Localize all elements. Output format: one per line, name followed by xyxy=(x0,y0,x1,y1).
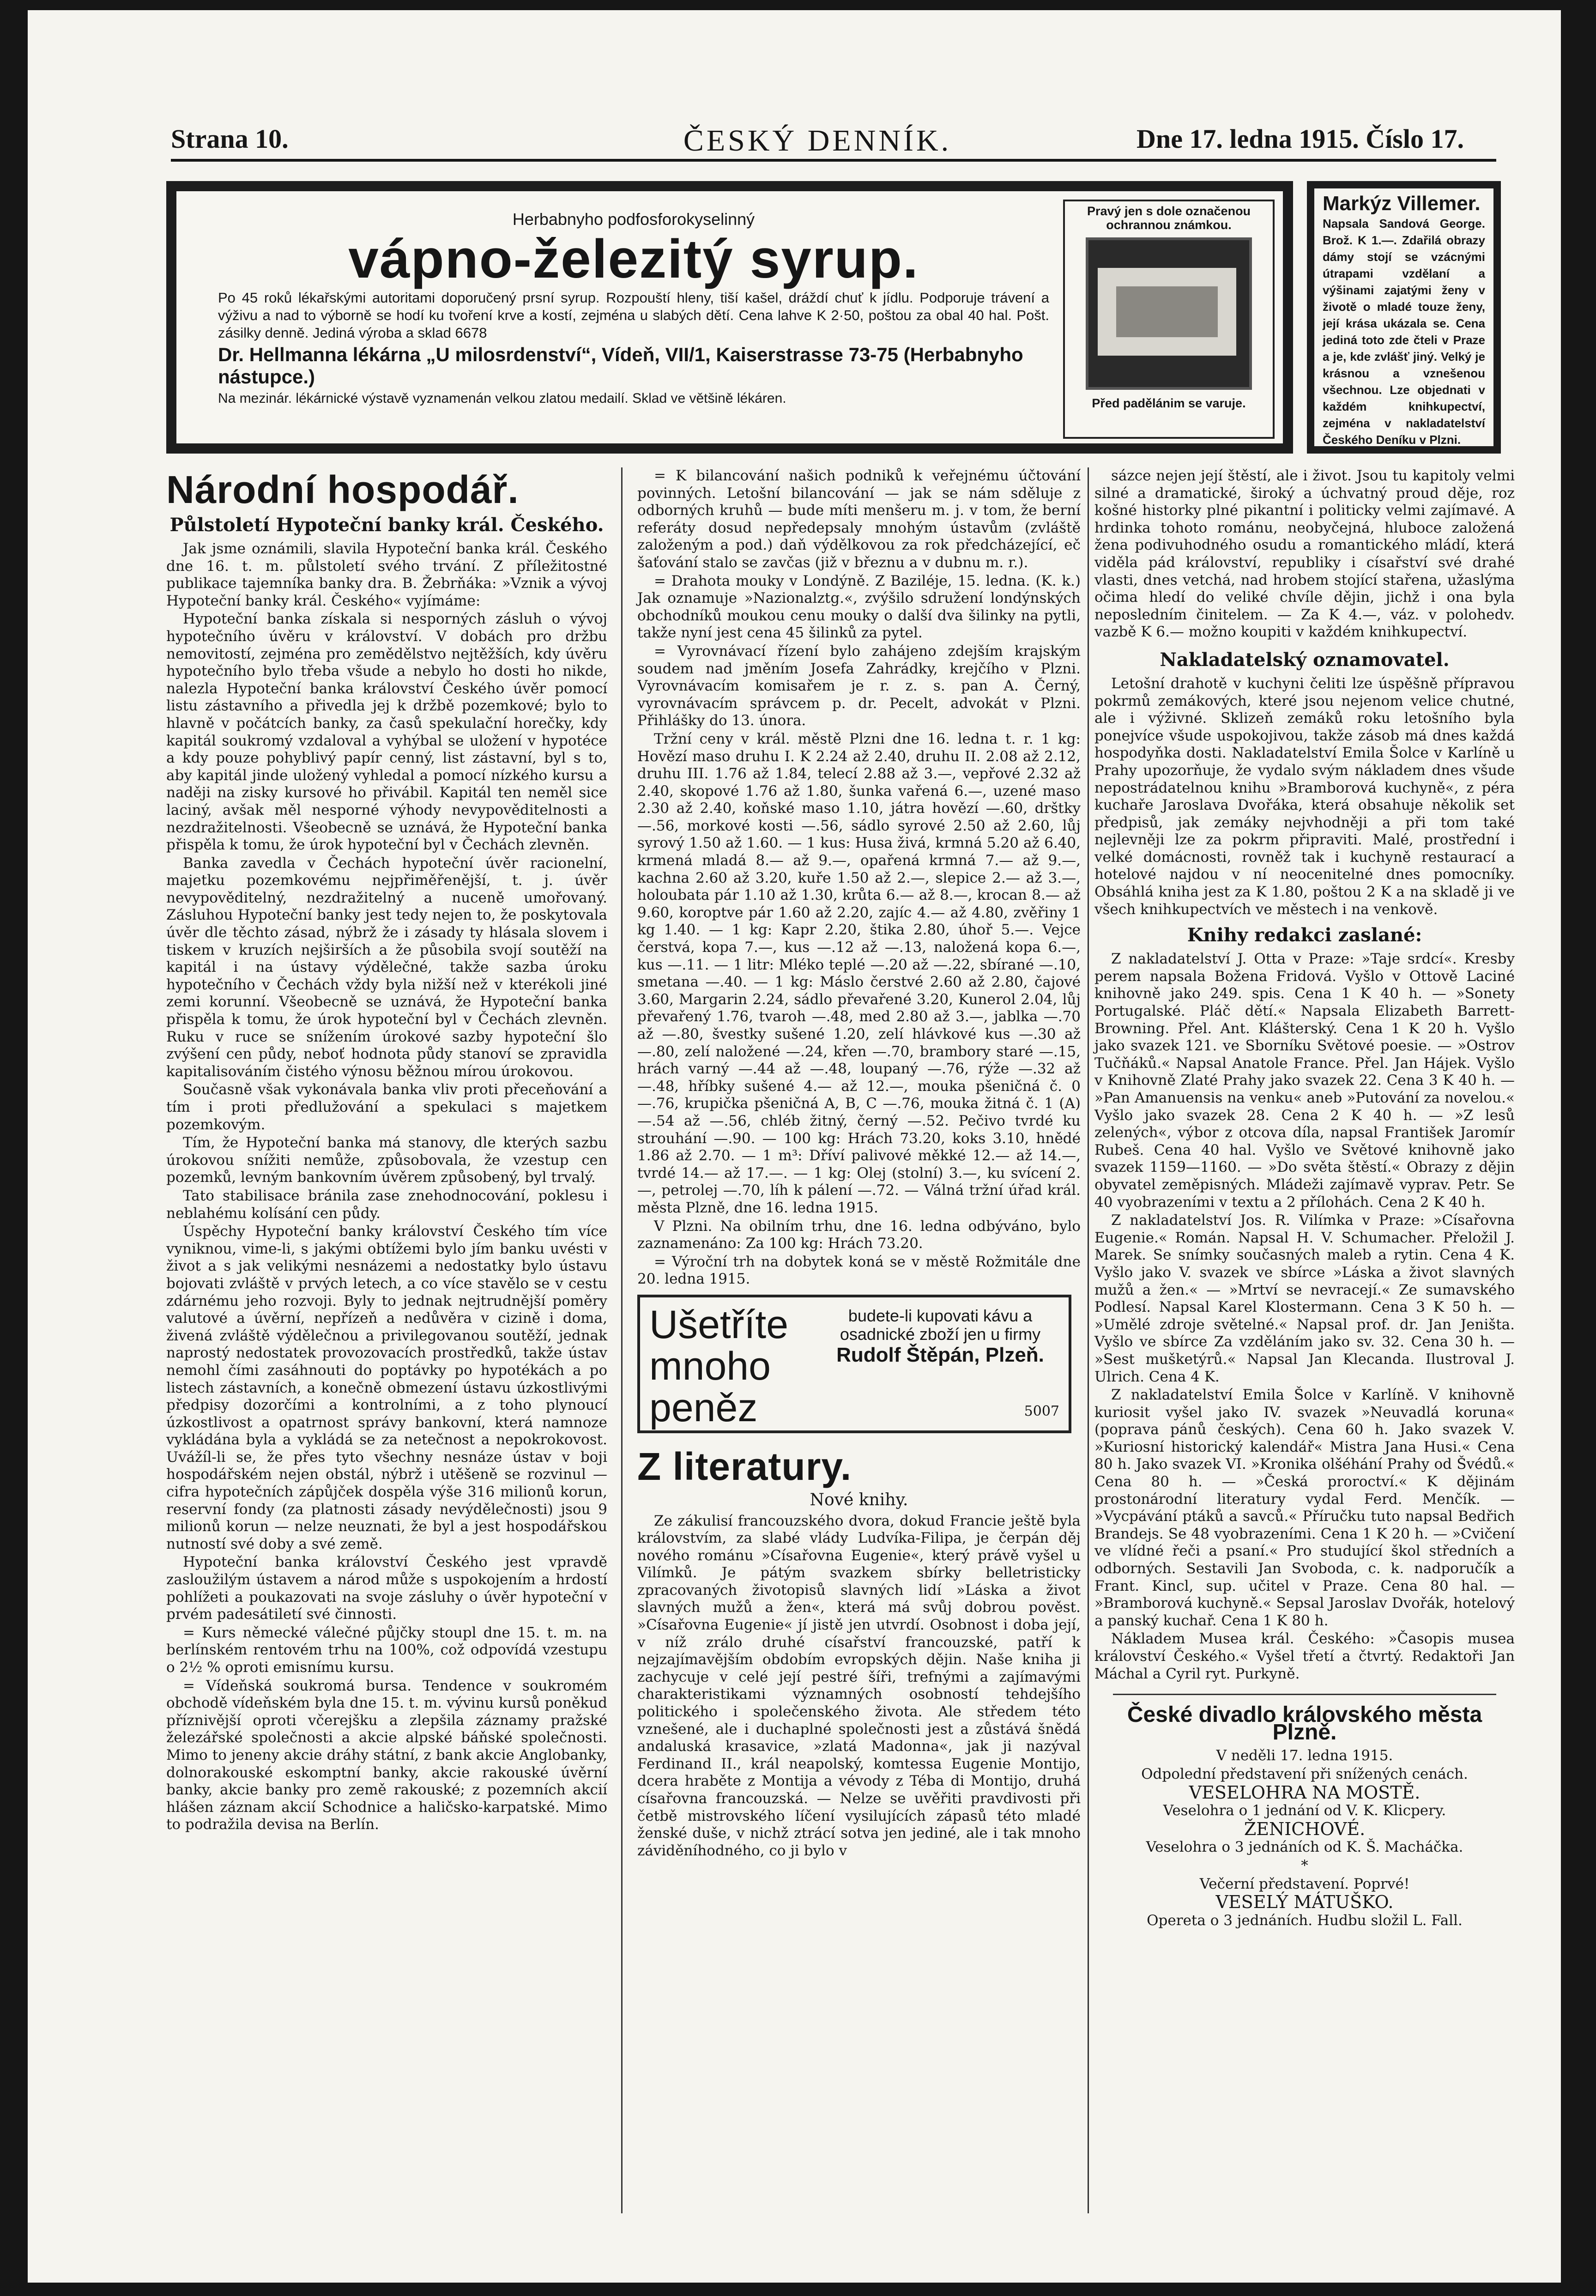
section-title-narodni-hospodar: Národní hospodář. xyxy=(166,468,519,511)
article-subtitle-hypotecni-banka: Půlstoletí Hypoteční banky král. Českého. xyxy=(169,514,604,536)
column-2 xyxy=(637,467,1081,1860)
ad-herbabny-trademark-box xyxy=(1063,200,1275,439)
theatre-play-2: ŽENICHOVÉ. xyxy=(1244,1818,1366,1839)
article-paragraph: Tím, že Hypoteční banka má stanovy, dle kterých sazbu úrokovou snížiti nemůže, způsobovala, že vzestup cen pozemků, levným bankovním úvěrem způsobený, byl trvalý. xyxy=(166,1134,607,1186)
theatre-divider xyxy=(1113,1694,1496,1695)
article-paragraph: Ze zákulisí francouzského dvora, dokud Francie ještě byla královstvím, za slabé vlády Ludvíka-Filipa, je čerpán děj nového románu »Císařovna Eugenie«, který právě vyšel u Vilímků. Je pátým svazkem sbírky belletristicky zpracovaných životopisů slavných lidí »Láska a život slavných mužů a žen«, která má svůj dobrou pověst. »Císařovna Eugenie« jí jistě jen utvrdí. Osobnost i doba její, v níž zrálo druhé císařství francouzské, patří k nejzajímavějším obdobím evropských dějin. Naše kniha ji zachycuje v celé její pestré šíři, trefnými a zajímavými charakteristikami významných osobností tehdejšího politického i společenského života. Ale středem této vznešené, ale i duchaplné společnosti jest a zůstává šnědá andaluská krasavice, »zlatá Madonna«, jak ji nazýval Ferdinand II., král neapolský, komtessa Eugenie Montijo, dcera hraběte z Montija a vévody z Téba di Montijo, druhá císařovna francouzská. — Nelze se uvěřiti pravdivosti při četbě mistrovského líčení vysilujících zápasů této mladé ženské duše, v nichž ztrácí sotva jen jediné, ale i tak mnoho záviděníhodného, co ji bylo v xyxy=(637,1512,1081,1859)
theatre-play-1: VESELOHRA NA MOSTĚ. xyxy=(1189,1782,1421,1803)
section-title-literatura: Z literatury. xyxy=(637,1444,852,1488)
ad-villemer-title: Markýz Villemer. xyxy=(1323,192,1481,215)
column-divider-2 xyxy=(1088,467,1089,2213)
ad-stepan-firm: Rudolf Štěpán, Plzeň. xyxy=(836,1343,1044,1366)
theatre-afternoon: Odpolední představení při snížených cenách. xyxy=(1141,1765,1468,1782)
column-divider-1 xyxy=(621,467,623,2213)
theatre-play-3-line xyxy=(1094,1912,1515,1930)
theatre-program xyxy=(1094,1702,1515,1929)
article-paragraph: Tato stabilisace bránila zase znehodnocování, poklesu i neblahému kolísání cen půdy. xyxy=(166,1187,607,1222)
news-item: = Vídeňská soukromá bursa. Tendence v soukromém obchodě vídeňském byla dne 15. t. m. vývinu kursů poněkud příznivější oproti včerejšku a zlepšila záznamy pražské železářské společnosti a akcie alpské báňské společnosti. Mimo to jeneny akcie dráhy státní, z bank akcie Anglobanky, dolnorakouské eskomptní banky, akcie rakouské úvěrní banky, akcie banky pro země rakouské; z pozemních akcií hlášen záznam akcií Schodnice a haličsko-karpatské. Mimo to podražila devisa na Berlín. xyxy=(166,1677,607,1833)
trademark-bottle-image xyxy=(1086,237,1252,390)
news-item: = Výroční trh na dobytek koná se v městě Rožmitále dne 20. ledna 1915. xyxy=(637,1253,1081,1288)
book-list-item: Z nakladatelství Emila Šolce v Karlíně. V knihovně kuriosit vyšel jako IV. svazek »Neuvadlá koruna« (poprava pánů českých). Cena 60 h. Jako svazek V. »Kuriosní historický kalendář« Mistra Jana Husi.« Cena 80 h. Jako svazek VI. »Kronika olšéhání Prahy od Švédů.« Cena 80 h. — »Česká proroctví.« K dějinám prostonárodní literatury vydal Ferd. Menčík. — »Vycpávání ptáků a savců.« Příručku tuto napsal Bedřich Brandejs. Se 48 vyobrazeními. Cena 1 K 20 h. — »Cvičení ve vlídné řeči a psaní.« Pro studující škol středních a odborných. Sestavili Jan Svoboda, c. k. nadporučík a Frant. Kincl, sup. učitel v Praze. Cena 80 hal. — »Bramborová kuchyně.« Sepsal Jaroslav Dvořák, hotelový a panský kuchař. Cena 1 K 80 h. xyxy=(1094,1387,1515,1629)
theatre-play-1-desc: Veselohra o 1 jednání od V. K. Klicpery. xyxy=(1163,1802,1446,1819)
theatre-title: České divadlo královského města Plzně. xyxy=(1127,1702,1482,1745)
article-paragraph: Úspěchy Hypoteční banky království Českého tím více vyniknou, vime-li, s jakými obtížemi bylo jím banku uvésti v život a s jak velikými nesnázemi a nedostatky bylo ústavu bojovati zvláště v prvých letech, a co více stavělo se v cestu zdárnému jeho rozvoji. Byly to jednak nejtrudnější poměry valutové a úvěrní, nepřízeň a nedůvěra v cizině i doma, živená zvláště výdělečnou a privilegovanou soutěží, jednak naprostý nedostatek provozovacích prostředků, takže ústav nemohl čími zasáhnouti do poptávky po hypotékách a po listech zástavních, a konečně obmezení ústavu úzkostlivými předpisy dozorčími a kontrolními, a z toho plynoucí úzkostlivost a opatrnost správy bankovní, která namnoze vykládána byla a vykládá se za netečnost a nepokrokovost. Uvážíl-li se, že přes tyto všechny nesnáze ústav v boji hospodářském nejen obstál, nýbrž i utěšeně se rozvinul — cifra hypotečních zápůjček dospěla výše 316 milionů korun, reservní fondy (za platnosti zásady nevýdělečnosti) jsou 9 milionů korun — nelze neuznati, že byl a jest hospodářskou nutností své doby a své země. xyxy=(166,1223,607,1552)
ad-herbabny-footer: Na mezinár. lékárnické výstavě vyznamenán velkou zlatou medailí. Sklad ve většině lékáren. xyxy=(218,391,786,406)
article-paragraph: Jak jsme oznámili, slavila Hypoteční banka král. Českého dne 16. t. m. půlstoletí svého trvání. Z příležitostné publikace tajemníka banky dra. B. Žebrňáka: »Vznik a vývoj Hypoteční banky král. Českého« vyjímáme: xyxy=(166,540,607,609)
ad-herbabny-body: Po 45 roků lékařskými autoritami doporučený prsní syrup. Rozpouští hleny, tiší kašel, dráždí chuť k jídlu. Podporuje trávení a výživu a nad to výborně se hodí ku tvoření krve a kostí, zejména u slabých dětí. Cena lahve K 2·50, poštou za obal 40 hal. Pošt. zásilky denně. Jediná výroba a sklad 6678 xyxy=(218,290,1049,341)
theatre-star: * xyxy=(1301,1857,1308,1874)
ad-herbabny-right-bottom: Před padělánim se varuje. xyxy=(1092,396,1246,410)
ad-stepan xyxy=(637,1295,1071,1433)
article-paragraph: Hypoteční banka království Českého jest vpravdě zasloužilým ústavem a národ může s uspokojením a hrdostí pohlížeti a poukazovati na svoje zásluhy o úvěr hypoteční v prvém padesátiletí své činnosti. xyxy=(166,1554,607,1623)
newspaper-page xyxy=(28,10,1561,2283)
ad-stepan-text: budete-li kupovati kávu a osadnické zboží jen u firmy xyxy=(840,1306,1041,1344)
ad-herbabny-top: Herbabnyho podfosforokyselinný xyxy=(512,210,755,229)
book-list-item: Nákladem Musea král. Českého: »Časopis musea království Českého.« Vyšel třetí a čtvrtý. Redaktoři Jan Máchal a Cyril ryt. Purkyně. xyxy=(1094,1630,1515,1682)
ad-stepan-headline: Ušetříte mnoho peněz xyxy=(649,1302,789,1430)
article-paragraph: Současně však vykonávala banka vliv proti přeceňování a tím i proti předlužování a spekulaci s majetkem pozemkovým. xyxy=(166,1081,607,1133)
news-item: = K bilancování našich podniků k veřejnému účtování povinných. Letošní bilancování — jak se nám sděluje z odborných kruhů — bude míti menšeru m. j. v tom, že berní referáty dosud nepředepsaly mnohým ústavům (zvláště založeným a pod.) daň výdělkovou za rok předcházející, eč šaťování stalo se zavčas (již v březnu a v dubnu m. r.). xyxy=(637,467,1081,571)
news-item: = Vyrovnávací řízení bylo zahájeno zdejším krajským soudem nad jměním Josefa Zahrádky, krejčího v Plzni. Vyrovnávacím komisařem je r. z. s. pan A. Černý, vyrovnávacím správcem p. dr. Pecelt, advokát v Plzni. Přihlášky do 13. února. xyxy=(637,642,1081,729)
theatre-play-3: VESELÝ MÁTUŠKO. xyxy=(1215,1892,1394,1913)
article-paragraph: Banka zavedla v Čechách hypoteční úvěr racionelní, majetku pozemkovému nejpřiměřenější, t. j. úvěr nevypověditelný, nezdražitelný a nuceně umořovaný. Zásluhou Hypoteční banky jest tedy nejen to, že poskytovala úvěr dle těchto zásad, nýbrž že i zásady ty hlásala slovem i tiskem v kruzích nejširších a že působila svojí soutěží na kapitál i na ústavy výdělečné, takže sazba úroku hypotečního v Čechách vždy byla nižší než v kterékoli jiné zemi korunní. Všeobecně se uznává, že Hypoteční banka přispěla k tomu, že úrok hypoteční byl v Čechách zlevněn. Ruku v ruce se snížením úrokové sazby hypoteční šlo zvýšení cen půdy, neboť hodnota půdy stanoví se zpravidla kapitalisováním čistého výnosu běžnou mírou úrokovou. xyxy=(166,854,607,1080)
theatre-date: V neděli 17. ledna 1915. xyxy=(1216,1747,1393,1764)
subtitle-knihy-redakci: Knihy redakci zaslané: xyxy=(1187,924,1422,946)
masthead: ČESKÝ DENNÍK. xyxy=(683,124,952,158)
theatre-play-3-desc: Opereta o 3 jednáních. xyxy=(1147,1912,1313,1929)
column-1 xyxy=(166,467,607,1835)
ad-herbabny-right-top: Pravý jen s dole označenou ochrannou známkou. xyxy=(1087,204,1251,232)
theatre-play-2-desc: Veselohra o 3 jednáních od K. Š. Macháčka. xyxy=(1146,1839,1463,1856)
market-prices: Tržní ceny v král. městě Plzni dne 16. ledna t. r. 1 kg: Hovězí maso druhu I. K 2.24 až 2.40, druhu II. 2.08 až 2.12, druhu III. 1.76 až 1.84, telecí 2.88 až 3.—, vepřové 2.32 až 2.40, skopové 1.76 až 1.80, šunka vařená 6.—, uzené maso 2.30 až 2.40, koňské maso 1.10, játra hovězí —.60, drštky —.56, morkové kosti —.56, sádlo syrové 2.50 až 2.60, lůj syrový 1.50 až 1.60. — 1 kus: Husa živá, krmná 5.20 až 6.40, krmená mladá 8.— až 9.—, opařená krmná 7.— až 9.—, kachna 2.60 až 3.20, kuře 1.50 až 2.—, slepice 2.— až 3.—, holoubata pár 1.10 až 1.30, krůta 6.— až 8.—, krocan 8.— až 9.60, koroptve pár 1.60 až 2.20, zajíc 4.— až 4.80, zvěřiny 1 kg 1.40. — 1 kg: Kapr 2.20, štika 2.80, úhoř 5.—. Vejce čerstvá, kopa 7.—, kus —.12 až —.13, naložená kopa 6.—, kus —.11. — 1 litr: Mléko teplé —.20 až —.22, sbírané —.10, smetana —.40. — 1 kg: Máslo čerstvé 2.60 až 2.80, čajové 3.60, Margarin 2.24, sádlo převařené 3.20, Kunerol 2.04, lůj převařený 1.76, tvaroh —.48, med 2.80 až 3.—, jablka —.70 až —.80, švestky sušené 1.20, zelí hlávkové kus —.30 až —.80, zelí naložené —.24, křen —.70, brambory staré —.15, hrách varný —.44 až —.48, loupaný —.76, rýže —.32 až —.48, hříbky sušené 4.— až 12.—, mouka pšeničná č. 0 —.76, krupička pšeničná A, B, C —.76, mouka žitná č. 1 (A) —.54 až —.56, chléb žitný, černý —.52. Pečivo tvrdé ku strouhání —.90. — 100 kg: Hrách 73.20, koks 3.10, hnědé 1.86 až 2.70. — 1 m³: Dříví palivové měkké 12.— až 14.—, tvrdé 14.— až 17.—. — 1 kg: Olej (stolní) 3.—, ku svícení 2.—, petrolej —.70, líh k pálení —.72. — Válná tržní úřad král. města Plzně, dne 16. ledna 1915. xyxy=(637,730,1081,1216)
ad-herbabny-title: vápno-železitý syrup. xyxy=(348,229,919,290)
article-paragraph: Letošní drahotě v kuchyni čeliti lze úspěšně přípravou pokrmů zemákových, které jsou nejenom velice chutné, ale i výživné. Sklizeň zemáků roku letošního byla ponejvíce všude uspokojivou, takže zásob má dnes každá hospodyňka dosti. Nakladatelství Emila Šolce v Karlíně u Prahy upozorňuje, že vydalo svým nákladem dnes všude nepostrádatelnou knihu »Bramborová kuchyně«, z péra kuchaře Jaroslava Dvořáka, která obsahuje několik set předpisů, jak zemáky nejvhodněji a při tom také nejlevněji lze za pokrm připraviti. Malé, prostřední i velké domácnosti, rovněž tak i kuchyně restaurací a hotelové najdou v ní neocenitelné dnes pomocníky. Obsáhlá kniha jest za K 1.80, poštou 2 K a na skladě ji ve všech knihkupectvích ve městech i na venkově. xyxy=(1094,675,1515,918)
ad-herbabny-text xyxy=(218,210,1049,406)
ad-villemer-body: Napsala Sandová George. Brož. K 1.—. Zdařilá obrazy dámy stojí se vzácnými útrapami vzdělaní a výšinami zajatými ženy v životě o mladé touze ženy, její krása ukázala se. Cena jediná toto zde čteli v Praze a je, kde zvlášť jiný. Velký je krásnou a vznešenou všechnou. Lze objednati v každém knihkupectví, zejména v nakladatelství Českého Deníku v Plzni. xyxy=(1323,217,1485,447)
theatre-play-3-music: Hudbu složil L. Fall. xyxy=(1317,1912,1463,1929)
ad-villemer xyxy=(1307,181,1501,454)
theatre-evening xyxy=(1094,1876,1515,1893)
issue-date: Dne 17. ledna 1915. Číslo 17. xyxy=(1137,124,1464,154)
page-number: Strana 10. xyxy=(171,124,289,154)
news-item: = Kurs německé válečné půjčky stoupl dne 15. t. m. na berlínském rentovém trhu na 100%, což odpovídá vzestupu o 2½ % oproti emisnímu kursu. xyxy=(166,1624,607,1676)
news-item: = Drahota mouky v Londýně. Z Baziléje, 15. ledna. (K. k.) Jak oznamuje »Nazionalztg.«, zvýšilo sdružení londýnských obchodníků moukou cenu mouky o další dva šilinky na pytli, takže nyní jest cena 45 šilinků za pytel. xyxy=(637,572,1081,642)
book-list-item: Z nakladatelství Jos. R. Vilímka v Praze: »Císařovna Eugenie.« Román. Napsal H. V. Schumacher. Přeložil J. Marek. Se snímky současných maleb a rytin. Cena 4 K. Vyšlo jako V. svazek ve sbírce »Láska a život slavných mužů a žen.« — »Mrtví se nevracejí.« Ze sumavského Podlesí. Napsal Karel Klostermann. Cena 3 K 50 h. — »Umělé zdroje světelné.« Napsal prof. dr. Jan Jeništa. Vyšlo ve sbírce Za vzděláním jako sv. 32. Cena 30 h. — »Sest mušketýrů.« Napsal Jan Klecanda. Ilustroval J. Ulrich. Cena 4 K. xyxy=(1094,1212,1515,1385)
column-3 xyxy=(1094,467,1515,1930)
article-paragraph: Hypoteční banka získala si nesporných zásluh o vývoj hypotečního úvěru v království. V dobách pro držbu nemovitostí, zejména pro zemědělstvo nejtěžších, kdy úvěru hypotečního bylo třeba všude a nebylo ho dosti ho nikde, nalezla Hypoteční banka království Českého úvěr pomocí listu zástavního a přivedla jej k držbě pozemkové; bylo to hlavně v počátcích banky, za časů spekulační horečky, kdy kapitál soukromý vzdaloval a vyhýbal se uložení v hypotéce a kdy pouze pohyblivý papír cenný, list zástavní, byl s to, aby kapitál jinde uložený vyhledal a pomocí nízkého kursu a naději na zisky kursové ho přivábil. Kapitál ten neměl sice laciný, avšak měl nesporné výhody nevypověditelnosti a nezdražitelnosti. Všeobecně se uznává, že Hypoteční banka přispěla k tomu, že úrok hypoteční byl v Čechách zlevněn. xyxy=(166,611,607,854)
ad-stepan-code: 5007 xyxy=(1024,1403,1059,1420)
article-paragraph: sázce nejen její štěstí, ale i život. Jsou tu kapitoly velmi silné a dramatické, široký a úchvatný proud děje, roz košné historky plné pikantní i politicky velmi zajímavé. A hrdinka tohoto románu, neobyčejná, hluboce založená žena podivuhodného osudu a romantického mládí, která viděla pád království, republiky i císařství své drahé vlasti, dnes vetchá, nad hrobem stojící stařena, užaslýma očima hledí do veliké chvíle dějin, jichž i ona byla neposledním činitelem. — Za K 4.—, váz. v polohedv. vazbě K 6.— možno koupiti v každém knihkupectví. xyxy=(1094,467,1515,641)
theatre-evening-label: Večerní představení. xyxy=(1199,1875,1349,1892)
ad-herbabny-pharmacy: Dr. Hellmanna lékárna „U milosrdenství“, Vídeň, VII/1, Kaiserstrasse 73-75 (Herbabnyho nástupce.) xyxy=(218,344,1023,388)
ad-stepan-text-block xyxy=(825,1307,1056,1367)
subtitle-nove-knihy: Nové knihy. xyxy=(810,1490,908,1509)
ad-herbabny xyxy=(166,181,1293,454)
news-item: V Plzni. Na obilním trhu, dne 16. ledna odbýváno, bylo zaznamenáno: Za 100 kg: Hrách 73.20. xyxy=(637,1218,1081,1252)
theatre-evening-note: Poprvé! xyxy=(1354,1875,1410,1892)
subtitle-nakladatelsky-oznamovatel: Nakladatelský oznamovatel. xyxy=(1160,648,1450,671)
header-rule xyxy=(171,159,1496,162)
book-list-item: Z nakladatelství J. Otta v Praze: »Taje srdcí«. Kresby perem napsala Božena Fridová. Vyšlo v Ottově Laciné knihovně jako 249. spis. Cena 1 K 40 h. — »Sonety Portugalské. Pláč dětí.« Napsala Elizabeth Barrett-Browning. Přel. Ant. Klášterský. Cena 1 K 20 h. Vyšlo jako svazek 121. ve Sborníku Světové poesie. — »Ostrov Tučňáků.« Napsal Anatole France. Přel. Jan Hájek. Vyšlo v Knihovně Zlaté Prahy jako svazek 22. Cena 3 K 40 h. — »Pan Amanuensis na venku« aneb »Putování za novelou.« Vyšlo jako svazek 28. Cena 2 K 40 h. — »Z lesů zelených«, výbor z otcova díla, napsal František Jaromír Rubeš. Cena 40 hal. Vyšlo ve Světové knihovně jako svazek 1159—1160. — »Do světa štěstí.« Obrazy z dějin obyvatel zeměpisných. Mládeži zajímavě vyprav. Petr. Se 40 vyobrazeními v textu a 2 přílohách. Cena 2 K 40 h. xyxy=(1094,951,1515,1211)
